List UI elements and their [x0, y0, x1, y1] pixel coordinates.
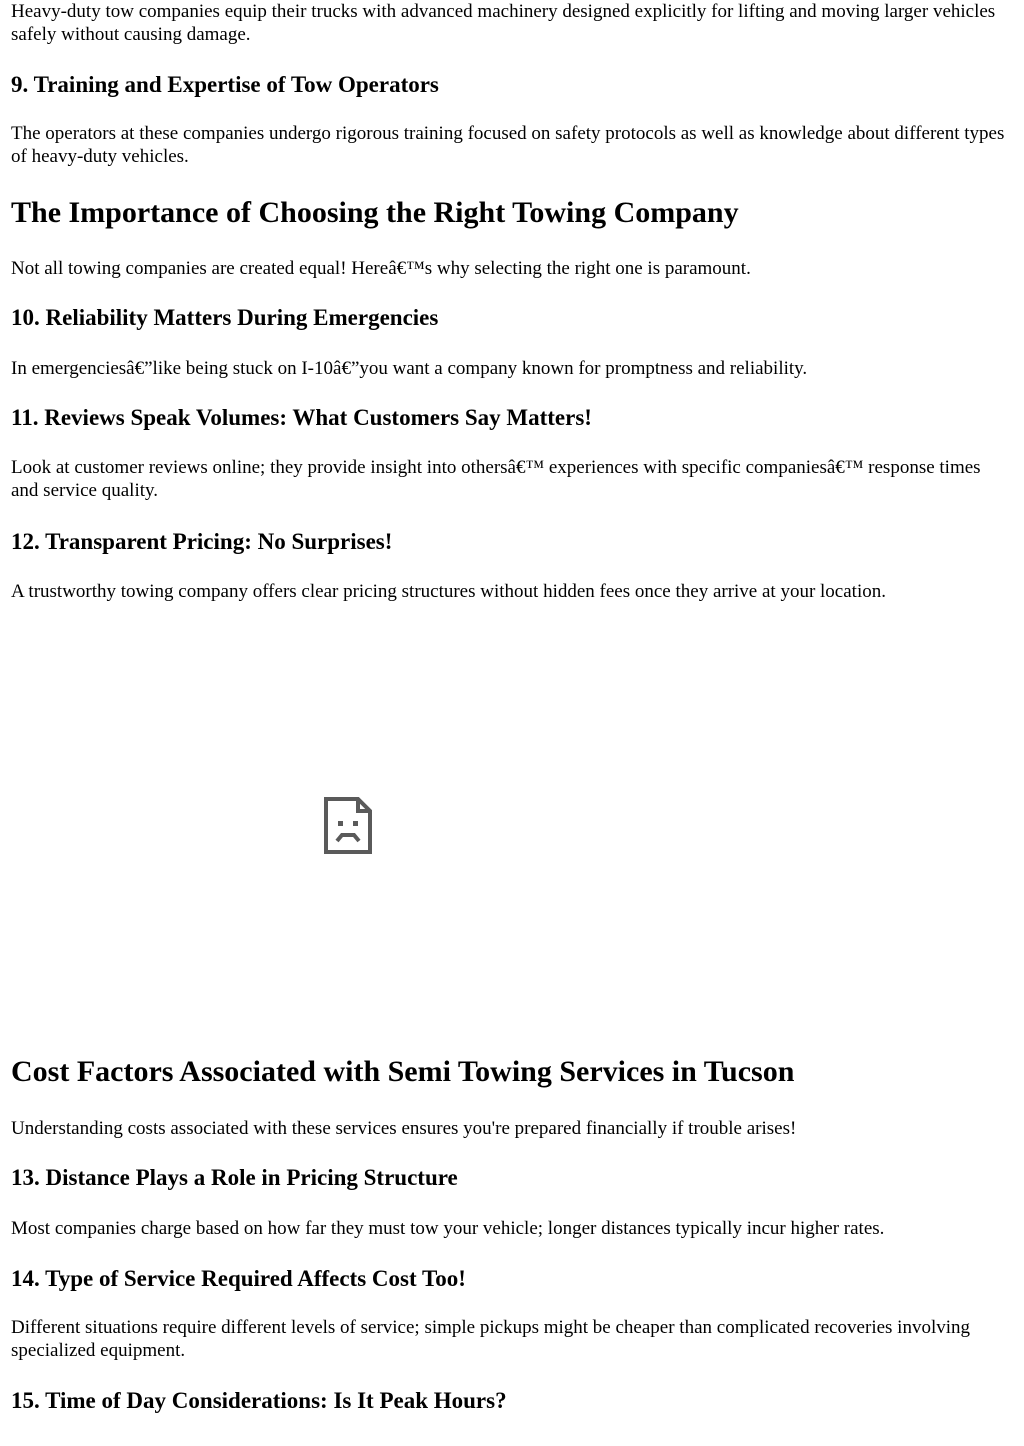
heading-15: 15. Time of Day Considerations: Is It Peak Hours? [11, 1388, 507, 1413]
heading-10: 10. Reliability Matters During Emergencies [11, 305, 439, 330]
paragraph-12: A trustworthy towing company offers clear pricing structures without hidden fees once they arrive at your location. [11, 581, 886, 602]
heading-11: 11. Reviews Speak Volumes: What Customers Say Matters! [11, 405, 592, 430]
heading-13: 13. Distance Plays a Role in Pricing Structure [11, 1165, 458, 1190]
heading-9: 9. Training and Expertise of Tow Operators [11, 72, 439, 97]
section-intro-cost: Understanding costs associated with these services ensures you're prepared financially if trouble arises! [11, 1118, 797, 1139]
section-title-cost: Cost Factors Associated with Semi Towing Services in Tucson [11, 1055, 795, 1088]
paragraph-9: The operators at these companies undergo rigorous training focused on safety protocols as well as knowledge about different types of heavy-duty vehicles. [11, 123, 1005, 167]
paragraph-14: Different situations require different levels of service; simple pickups might be cheaper than complicated recoveries involving specialized equipment. [11, 1317, 971, 1361]
broken-image-icon [324, 797, 372, 854]
paragraph-11: Look at customer reviews online; they provide insight into othersâ€™ experiences with specific companiesâ€™ response times and service quality. [11, 457, 981, 501]
paragraph-10: In emergenciesâ€”like being stuck on I-10â€”you want a company known for promptness and reliability. [11, 358, 808, 379]
heading-12: 12. Transparent Pricing: No Surprises! [11, 529, 393, 554]
heading-14: 14. Type of Service Required Affects Cost Too! [11, 1266, 466, 1291]
paragraph-13: Most companies charge based on how far they must tow your vehicle; longer distances typically incur higher rates. [11, 1218, 885, 1239]
section-title-importance: The Importance of Choosing the Right Towing Company [11, 196, 739, 229]
intro-paragraph: Heavy-duty tow companies equip their trucks with advanced machinery designed explicitly for lifting and moving larger vehicles safely without causing damage. [11, 1, 996, 45]
section-intro-importance: Not all towing companies are created equal! Hereâ€™s why selecting the right one is paramount. [11, 258, 751, 279]
